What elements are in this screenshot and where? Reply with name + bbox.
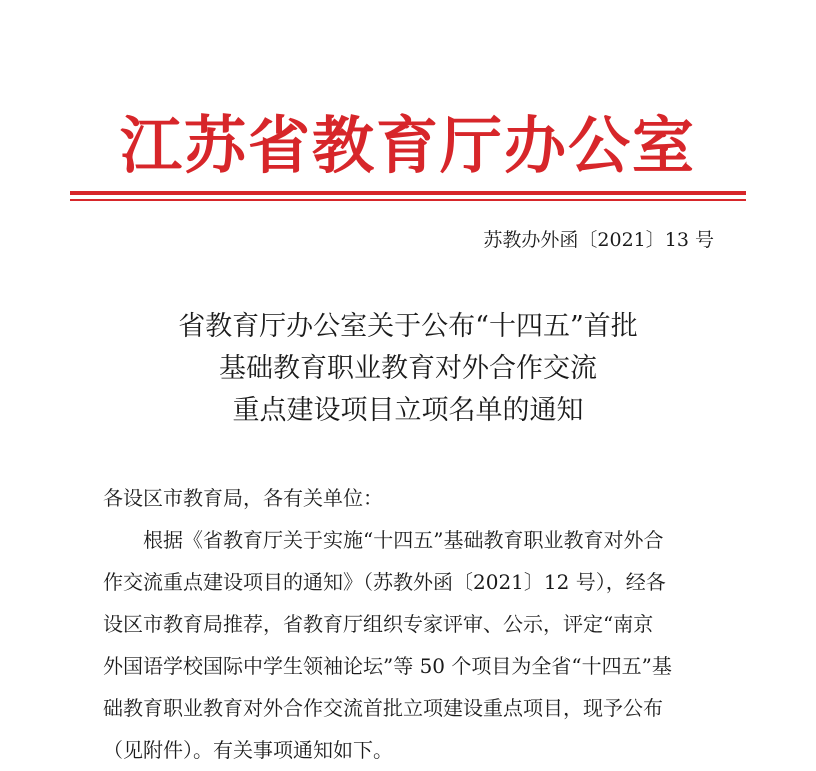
document-number: 苏教办外函〔2021〕13 号 [483, 229, 714, 251]
salutation: 各设区市教育局，各有关单位： [103, 486, 383, 510]
masthead-rule-thick [70, 191, 746, 195]
paragraph-line: 外国语学校国际中学生领袖论坛”等 50 个项目为全省“十四五”基 [103, 654, 672, 678]
paragraph-line: （见附件）。有关事项通知如下。 [103, 738, 393, 762]
title-line: 省教育厅办公室关于公布“十四五”首批 [178, 311, 638, 342]
masthead-rule-thin [70, 199, 746, 201]
paragraph-line: 作交流重点建设项目的通知》（苏教外函〔2021〕12 号），经各 [103, 570, 666, 594]
title-line: 重点建设项目立项名单的通知 [232, 395, 584, 426]
paragraph-line: 根据《省教育厅关于实施“十四五”基础教育职业教育对外合 [143, 528, 664, 552]
paragraph-line: 设区市教育局推荐，省教育厅组织专家评审、公示，评定“南京 [103, 612, 654, 636]
notice-body [103, 477, 723, 771]
paragraph-line: 础教育职业教育对外合作交流首批立项建设重点项目，现予公布 [103, 696, 663, 720]
notice-title [0, 306, 816, 432]
title-line: 基础教育职业教育对外合作交流 [219, 353, 597, 384]
agency-masthead: 江苏省教育厅办公室 [119, 109, 696, 182]
